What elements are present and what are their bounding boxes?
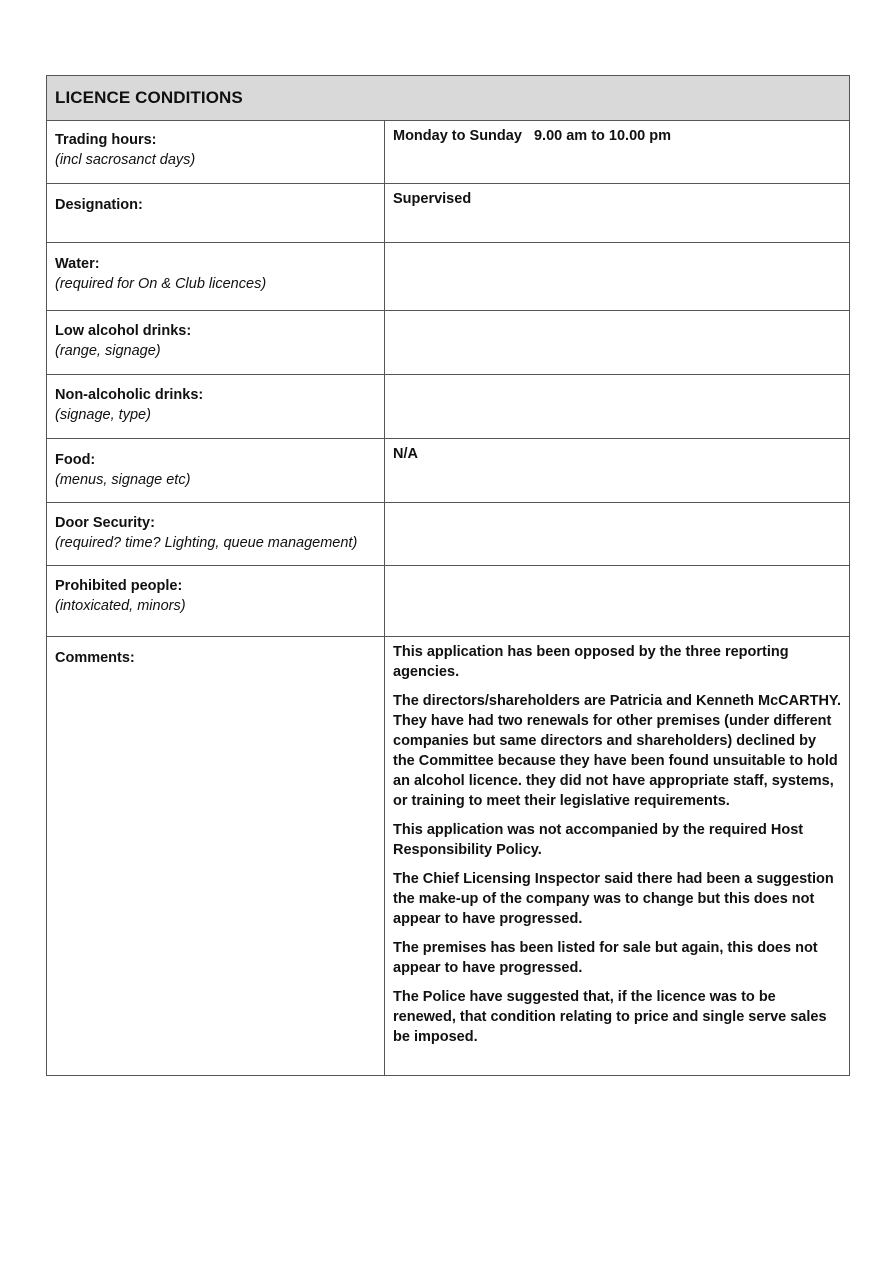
row-value: Monday to Sunday 9.00 am to 10.00 pm xyxy=(393,128,671,144)
row-sublabel: (intoxicated, minors) xyxy=(55,598,186,614)
row-label-cell xyxy=(47,121,385,183)
row-value xyxy=(385,375,849,438)
row-label: Food: xyxy=(55,452,96,468)
row-prohibited-people xyxy=(47,566,849,637)
row-label-cell xyxy=(47,637,385,1075)
row-door-security xyxy=(47,503,849,566)
comment-paragraph: The Chief Licensing Inspector said there had been a suggestion the make-up of the company was to change but this does not appear to have progressed. xyxy=(393,871,834,927)
row-value: N/A xyxy=(393,446,418,462)
row-water xyxy=(47,243,849,311)
row-label: Non-alcoholic drinks: xyxy=(55,387,204,403)
row-non-alcoholic xyxy=(47,375,849,439)
row-label: Trading hours: xyxy=(55,132,157,148)
row-label-cell xyxy=(47,566,385,636)
row-label: Water: xyxy=(55,256,100,272)
row-value xyxy=(385,566,849,636)
row-low-alcohol xyxy=(47,311,849,375)
row-label-cell xyxy=(47,184,385,242)
row-value xyxy=(385,311,849,374)
row-trading-hours xyxy=(47,121,849,184)
row-label-cell xyxy=(47,243,385,310)
row-comments xyxy=(47,637,849,1075)
row-label: Designation: xyxy=(55,197,143,213)
licence-conditions-table xyxy=(46,75,850,1076)
row-sublabel: (required? time? Lighting, queue management) xyxy=(55,535,358,551)
comment-paragraph: The directors/shareholders are Patricia and Kenneth McCARTHY. They have had two renewals for other premises (under different companies but same directors and shareholders) declined by the Committee because they have been found unsuitable to hold an alcohol licence. they did not have appropriate staff, systems, or training to meet their legislative requirements. xyxy=(393,693,842,809)
comment-paragraph: This application was not accompanied by the required Host Responsibility Policy. xyxy=(393,822,804,858)
row-sublabel: (range, signage) xyxy=(55,343,161,359)
row-sublabel: (required for On & Club licences) xyxy=(55,276,267,292)
row-label: Low alcohol drinks: xyxy=(55,323,192,339)
comments-body xyxy=(385,637,849,1075)
row-label: Door Security: xyxy=(55,515,155,531)
comment-paragraph: The premises has been listed for sale but again, this does not appear to have progressed. xyxy=(393,940,818,976)
row-label-cell xyxy=(47,503,385,565)
row-label-cell xyxy=(47,311,385,374)
row-value: Supervised xyxy=(393,191,472,207)
row-label: Comments: xyxy=(55,650,135,666)
row-food xyxy=(47,439,849,503)
row-sublabel: (incl sacrosanct days) xyxy=(55,152,196,168)
row-sublabel: (menus, signage etc) xyxy=(55,472,191,488)
row-value xyxy=(385,503,849,565)
comment-paragraph: The Police have suggested that, if the licence was to be renewed, that condition relating to price and single serve sales be imposed. xyxy=(393,989,827,1045)
row-sublabel: (signage, type) xyxy=(55,407,151,423)
comment-paragraph: This application has been opposed by the three reporting agencies. xyxy=(393,644,789,680)
row-designation xyxy=(47,184,849,243)
row-label: Prohibited people: xyxy=(55,578,183,594)
table-title: LICENCE CONDITIONS xyxy=(47,76,849,121)
row-label-cell xyxy=(47,439,385,502)
row-label-cell xyxy=(47,375,385,438)
row-value xyxy=(385,243,849,310)
